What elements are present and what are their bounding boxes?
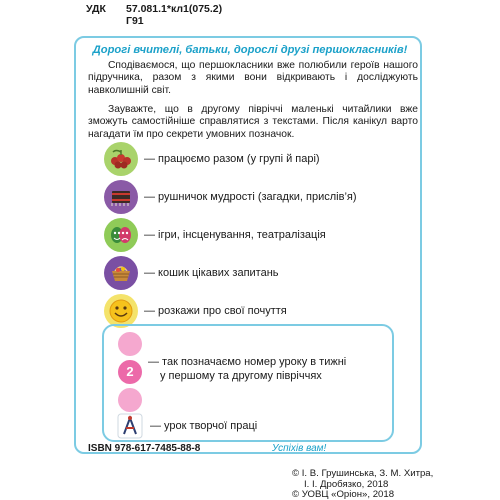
greeting-heading: Дорогі вчителі, батьки, дорослі друзі першокласників! [92, 44, 408, 56]
udk-block [86, 3, 222, 27]
catalog-code: Г91 [126, 15, 144, 27]
legend-item-label: — кошик цікавих запитань [144, 267, 279, 279]
pink-dot-icon [118, 332, 142, 356]
legend-item-games [104, 218, 326, 252]
towel-icon [104, 180, 138, 214]
legend-item-questions-basket [104, 256, 279, 290]
berries-icon [104, 142, 138, 176]
legend-item-label: — розкажи про свої почуття [144, 305, 287, 317]
copyright-line-2: І. І. Дробязко, 2018 [304, 479, 389, 490]
udk-label: УДК [86, 3, 106, 15]
basket-icon [104, 256, 138, 290]
copyright-line-1: © І. В. Грушинська, З. М. Хитра, [292, 468, 434, 479]
legend-item-work-together [104, 142, 320, 176]
legend-item-label: — ігри, інсценування, театралізація [144, 229, 326, 241]
wish-text: Успіхів вам! [272, 443, 327, 454]
intro-paragraph-1: Сподіваємося, що першокласники вже полюбили героїв нашого підручника, разом з якими вони відкривають і досліджують навколишній світ. [88, 60, 418, 96]
copyright-line-3: © УОВЦ «Оріон», 2018 [292, 489, 395, 500]
legend-item-label: — рушничок мудрості (загадки, прислів’я) [144, 191, 357, 203]
legend-item-feelings [104, 294, 287, 328]
udk-value: 57.081.1*кл1(075.2) [126, 3, 223, 15]
masks-icon [104, 218, 138, 252]
lesson-marker-text-2: у першому та другому півріччях [160, 370, 322, 382]
info-panel [74, 36, 422, 454]
creative-lesson-text: — урок творчої праці [150, 420, 258, 432]
isbn-number: ISBN 978-617-7485-88-8 [88, 443, 201, 454]
pink-dot-icon [118, 388, 142, 412]
smiley-icon [104, 294, 138, 328]
lesson-number-badge: 2 [118, 360, 142, 384]
creative-work-icon [116, 412, 144, 440]
lesson-marker-box [102, 324, 394, 442]
legend-item-wisdom-towel [104, 180, 357, 214]
intro-paragraph-2: Зауважте, що в другому півріччі маленькі читайлики вже зможуть самостійніше справлятися з текстами. Після канікул варто нагадати їм про секрети умовних позначок. [88, 104, 418, 140]
lesson-marker-text-1: — так позначаємо номер уроку в тижні [148, 356, 347, 368]
legend-item-label: — працюємо разом (у групі й парі) [144, 153, 320, 165]
